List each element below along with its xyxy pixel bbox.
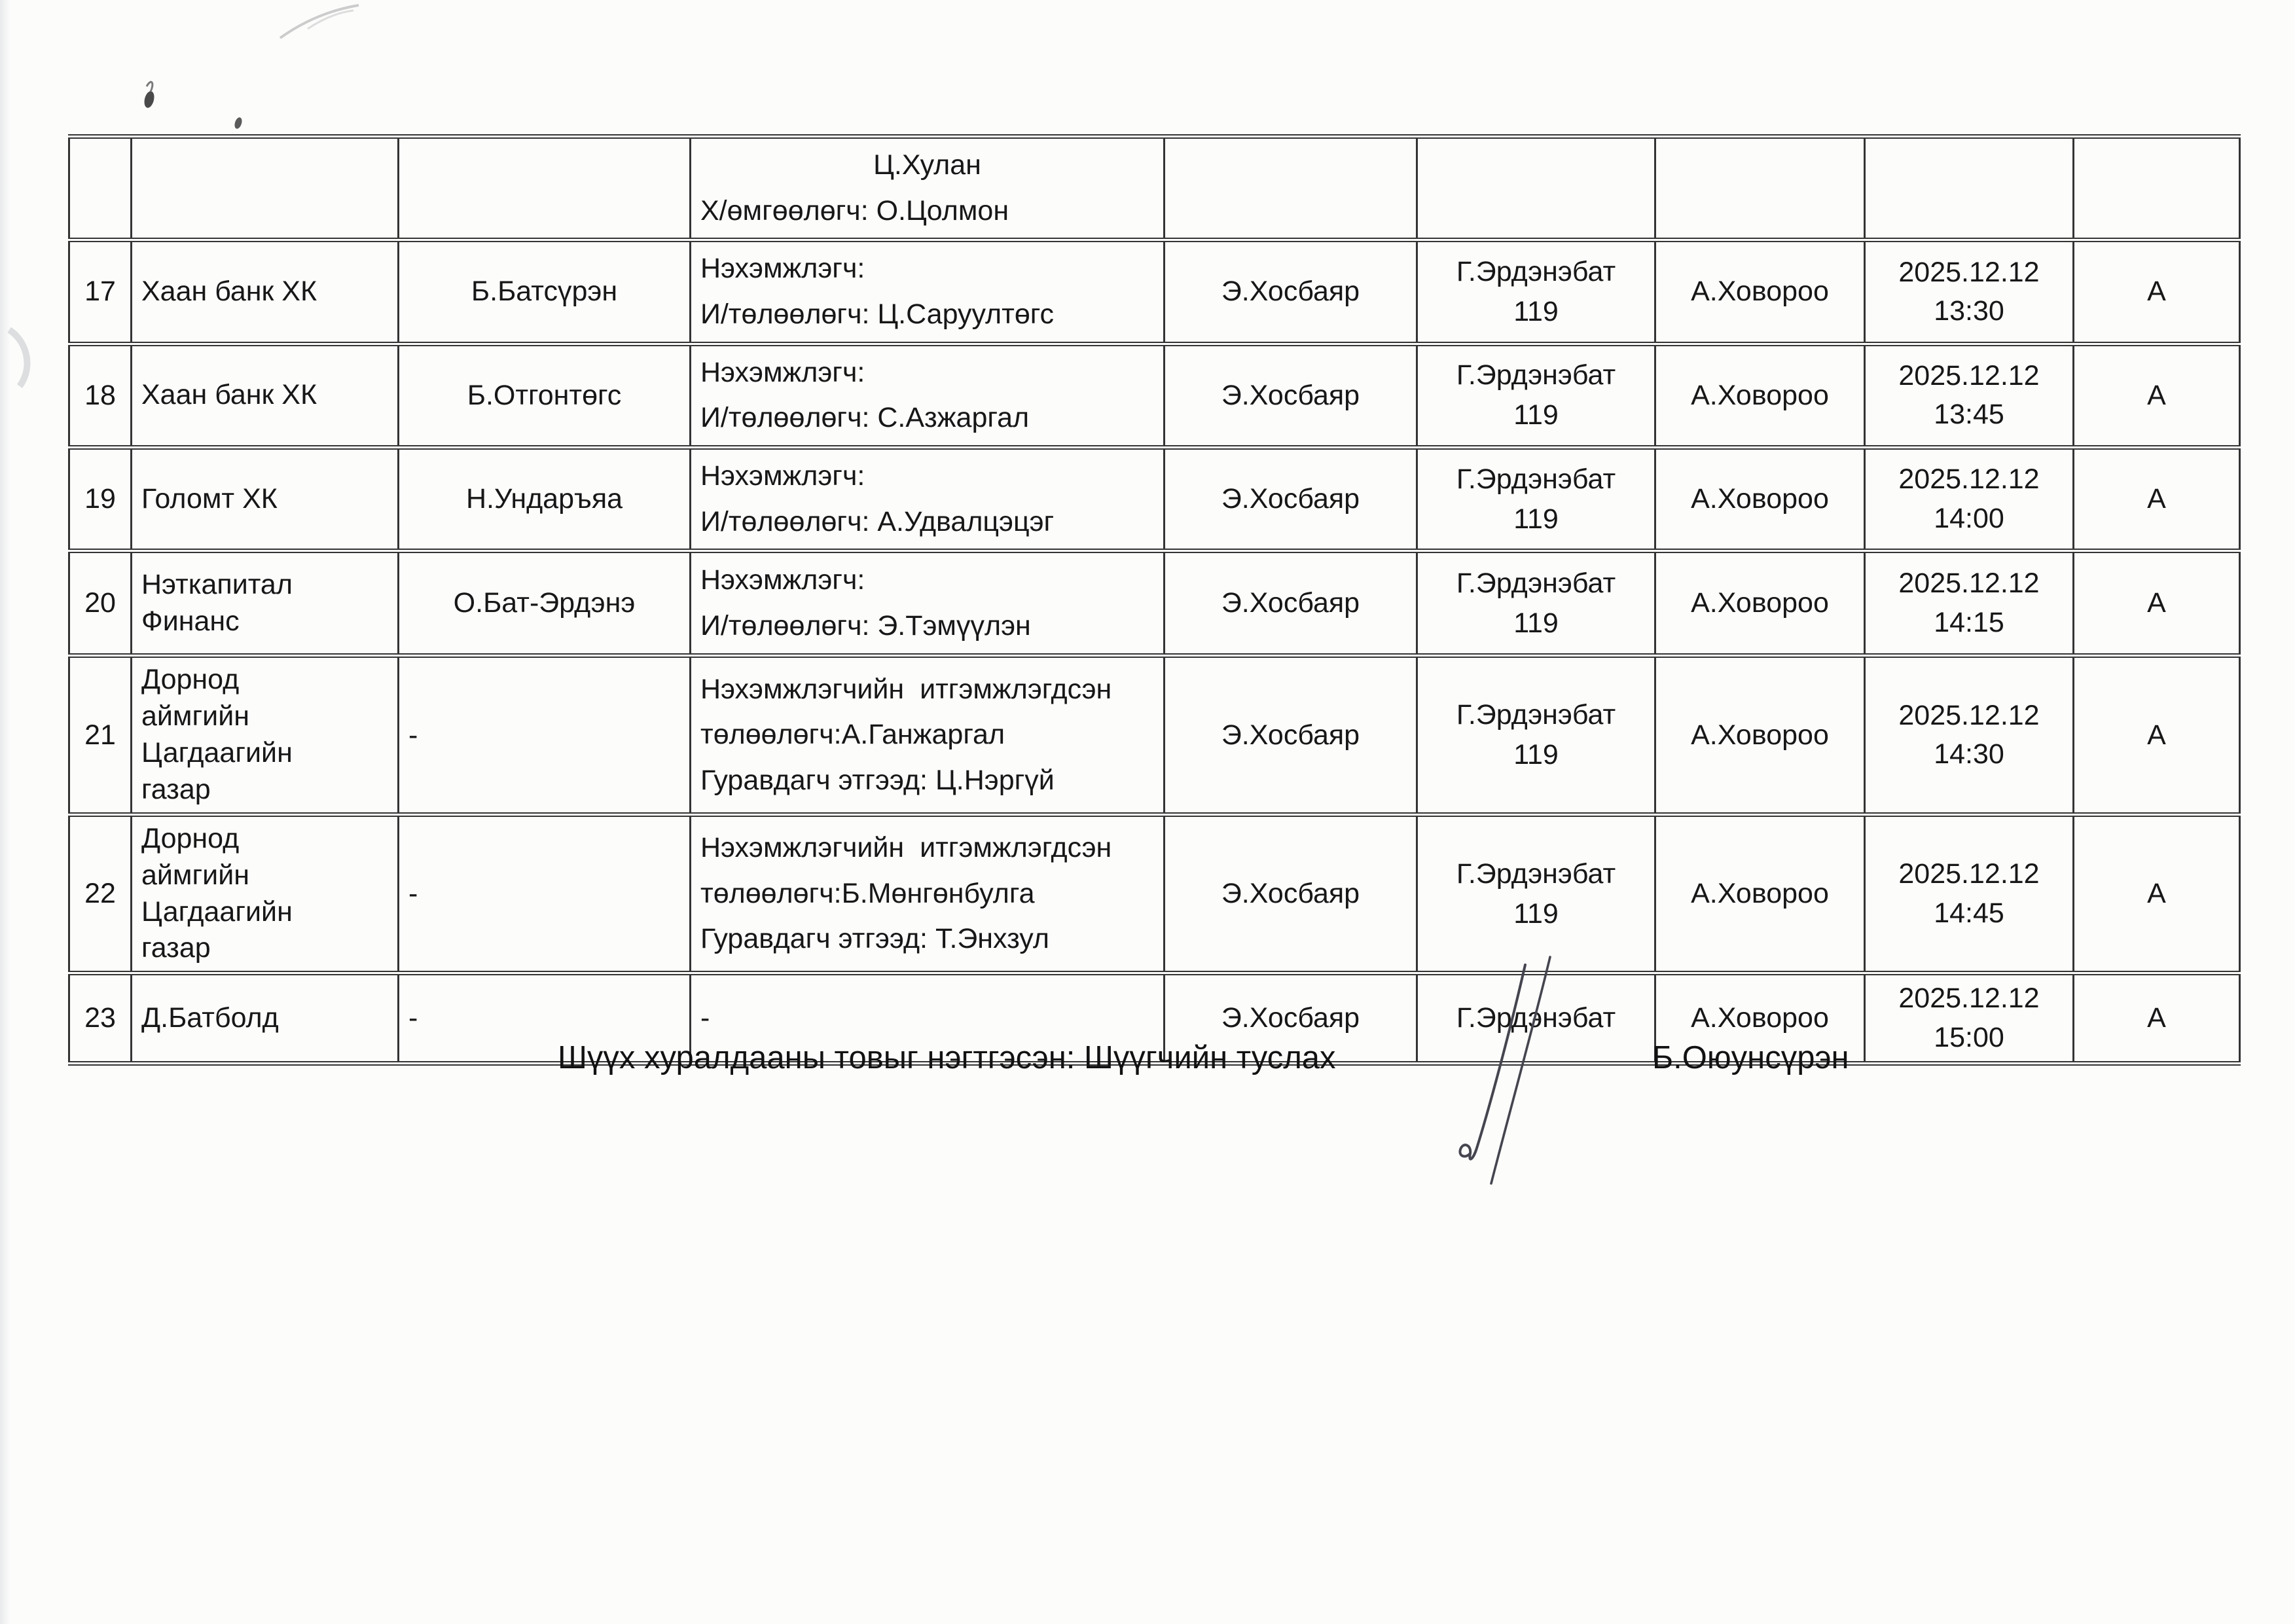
cell-line: 119 bbox=[1513, 399, 1559, 431]
table-row bbox=[69, 814, 2240, 973]
table-cell bbox=[691, 656, 1165, 815]
table-cell bbox=[1165, 344, 1417, 447]
table-cell bbox=[1865, 344, 2074, 447]
cell-line: Б.Отгонтөгс bbox=[467, 379, 622, 411]
table-cell bbox=[691, 551, 1165, 656]
cell-line: Нэхэмжлэгчийн итгэмжлэгдсэн bbox=[700, 832, 1112, 864]
cell-line: Г.Эрдэнэбат bbox=[1456, 567, 1616, 599]
table-cell bbox=[1417, 814, 1655, 973]
table-cell bbox=[1417, 656, 1655, 815]
cell-line: Э.Хосбаяр bbox=[1221, 719, 1360, 751]
cell-line: Нэхэмжлэгч: bbox=[700, 356, 865, 388]
cell-line: Н.Ундаръяа bbox=[465, 483, 623, 515]
table-cell bbox=[1865, 137, 2074, 240]
cell-line: 119 bbox=[1513, 739, 1559, 771]
cell-line: 14:30 bbox=[1934, 738, 2004, 770]
table-cell bbox=[691, 137, 1165, 240]
cell-line: 2025.12.12 bbox=[1898, 256, 2040, 288]
cell-line: газар bbox=[141, 773, 211, 805]
table-cell bbox=[1165, 447, 1417, 550]
table-cell bbox=[1165, 240, 1417, 344]
cell-line: А.Ховороо bbox=[1691, 379, 1829, 411]
cell-line: Г.Эрдэнэбат bbox=[1456, 857, 1616, 890]
cell-line: Дорнод bbox=[141, 664, 240, 696]
table-cell bbox=[1655, 240, 1865, 344]
cell-line: Цагдаагийн bbox=[141, 895, 293, 928]
cell-line: И/төлөөлөгч: С.Азжаргал bbox=[700, 402, 1030, 434]
hearing-schedule-table bbox=[68, 134, 2241, 1066]
table-cell bbox=[69, 814, 132, 973]
table-cell bbox=[132, 240, 399, 344]
cell-line: 119 bbox=[1513, 897, 1559, 929]
table-cell bbox=[1417, 447, 1655, 550]
cell-line: Хаан банк ХК bbox=[141, 379, 317, 411]
cell-line: Ц.Хулан bbox=[873, 149, 981, 181]
cell-line: Э.Хосбаяр bbox=[1221, 276, 1360, 308]
table-cell bbox=[1655, 137, 1865, 240]
cell-line: 14:00 bbox=[1934, 502, 2004, 534]
table-cell bbox=[691, 344, 1165, 447]
cell-line: А bbox=[2147, 587, 2166, 619]
cell-line: 119 bbox=[1513, 607, 1559, 639]
cell-line: 119 bbox=[1513, 503, 1559, 535]
cell-line: 18 bbox=[84, 379, 116, 411]
cell-line: Финанс bbox=[141, 605, 240, 637]
cell-line: - bbox=[700, 1001, 710, 1034]
cell-line: төлөөлөгч:А.Ганжаргал bbox=[700, 719, 1005, 751]
cell-line: - bbox=[408, 719, 418, 751]
cell-line: Гуравдагч этгээд: Ц.Нэргүй bbox=[700, 764, 1055, 796]
table-cell bbox=[1655, 344, 1865, 447]
table-cell bbox=[1655, 814, 1865, 973]
table-cell bbox=[1417, 240, 1655, 344]
table-cell bbox=[69, 240, 132, 344]
cell-line: Гуравдагч этгээд: Т.Энхзул bbox=[700, 923, 1049, 955]
cell-line: Хаан банк ХК bbox=[141, 276, 317, 308]
table-cell bbox=[1655, 656, 1865, 815]
cell-line: - bbox=[408, 878, 418, 910]
cell-line: аймгийн bbox=[141, 859, 249, 891]
cell-line: Г.Эрдэнэбат bbox=[1456, 1002, 1616, 1034]
scan-artifact bbox=[0, 301, 52, 419]
table-cell bbox=[2074, 973, 2240, 1064]
table-cell bbox=[2074, 447, 2240, 550]
table-cell bbox=[132, 656, 399, 815]
cell-line: А.Ховороо bbox=[1691, 719, 1829, 751]
cell-line: 13:45 bbox=[1934, 399, 2004, 431]
cell-line: Э.Хосбаяр bbox=[1221, 483, 1360, 515]
table-row bbox=[69, 137, 2240, 240]
table-cell bbox=[399, 551, 691, 656]
cell-line: төлөөлөгч:Б.Мөнгөнбулга bbox=[700, 877, 1035, 909]
cell-line: газар bbox=[141, 932, 211, 964]
table-cell bbox=[2074, 814, 2240, 973]
table-cell bbox=[69, 447, 132, 550]
table-row bbox=[69, 656, 2240, 815]
table-cell bbox=[1165, 137, 1417, 240]
table-cell bbox=[691, 814, 1165, 973]
cell-line: 2025.12.12 bbox=[1898, 359, 2040, 391]
cell-line: Э.Хосбаяр bbox=[1221, 878, 1360, 910]
cell-line: Нэхэмжлэгч: bbox=[700, 253, 865, 285]
table-cell bbox=[1165, 551, 1417, 656]
table-cell bbox=[399, 656, 691, 815]
cell-line: 19 bbox=[84, 483, 116, 515]
cell-line: 14:45 bbox=[1934, 897, 2004, 929]
cell-line: 2025.12.12 bbox=[1898, 983, 2040, 1015]
table-cell bbox=[1655, 447, 1865, 550]
cell-line: 2025.12.12 bbox=[1898, 568, 2040, 600]
cell-line: И/төлөөлөгч: Ц.Саруултөгс bbox=[700, 298, 1054, 330]
table-row bbox=[69, 240, 2240, 344]
cell-line: А.Ховороо bbox=[1691, 587, 1829, 619]
cell-line: Дорнод bbox=[141, 822, 240, 854]
cell-line: - bbox=[408, 1002, 418, 1034]
table-cell bbox=[1865, 656, 2074, 815]
table-cell bbox=[1417, 137, 1655, 240]
cell-line: 20 bbox=[84, 587, 116, 619]
cell-line: Нэхэмжлэгч: bbox=[700, 460, 865, 492]
cell-line: Г.Эрдэнэбат bbox=[1456, 463, 1616, 495]
table-cell bbox=[2074, 551, 2240, 656]
footer-caption: Шүүх хуралдааны товыг нэгтгэсэн: Шүүгчийн туслах bbox=[558, 1040, 1336, 1075]
cell-line: Б.Батсүрэн bbox=[471, 276, 618, 308]
cell-line: А.Ховороо bbox=[1691, 276, 1829, 308]
table-cell bbox=[2074, 137, 2240, 240]
cell-line: 15:00 bbox=[1934, 1021, 2004, 1053]
cell-line: А bbox=[2147, 483, 2166, 515]
cell-line: 2025.12.12 bbox=[1898, 699, 2040, 731]
table-cell bbox=[1165, 656, 1417, 815]
table-cell bbox=[132, 344, 399, 447]
table-row bbox=[69, 447, 2240, 550]
cell-line: Э.Хосбаяр bbox=[1221, 587, 1360, 619]
cell-line: И/төлөөлөгч: А.Удвалцэцэг bbox=[700, 505, 1055, 537]
table-row bbox=[69, 551, 2240, 656]
table-row bbox=[69, 344, 2240, 447]
table-cell bbox=[1417, 551, 1655, 656]
table-cell bbox=[132, 551, 399, 656]
table-cell bbox=[1865, 447, 2074, 550]
table-cell bbox=[1865, 814, 2074, 973]
table-cell bbox=[399, 344, 691, 447]
table-cell bbox=[1865, 240, 2074, 344]
table-cell bbox=[691, 447, 1165, 550]
table-cell bbox=[1655, 551, 1865, 656]
signer-name: Б.Оюунсүрэн bbox=[1652, 1040, 1849, 1075]
cell-line: А bbox=[2147, 878, 2166, 910]
cell-line: Нэхэмжлэгч: bbox=[700, 564, 865, 596]
cell-line: Г.Эрдэнэбат bbox=[1456, 255, 1616, 287]
table-cell bbox=[132, 973, 399, 1064]
table-cell bbox=[399, 240, 691, 344]
table-cell bbox=[69, 137, 132, 240]
table-cell bbox=[132, 814, 399, 973]
table-cell bbox=[2074, 344, 2240, 447]
table-cell bbox=[69, 344, 132, 447]
cell-line: Нэхэмжлэгчийн итгэмжлэгдсэн bbox=[700, 673, 1112, 705]
cell-line: Г.Эрдэнэбат bbox=[1456, 698, 1616, 731]
table-cell bbox=[1865, 551, 2074, 656]
cell-line: А.Ховороо bbox=[1691, 878, 1829, 910]
cell-line: А bbox=[2147, 1002, 2166, 1034]
table-cell bbox=[1165, 814, 1417, 973]
cell-line: 17 bbox=[84, 276, 116, 308]
table-cell bbox=[69, 973, 132, 1064]
cell-line: Э.Хосбаяр bbox=[1221, 1002, 1360, 1034]
cell-line: Голомт ХК bbox=[141, 482, 278, 514]
cell-line: Цагдаагийн bbox=[141, 737, 293, 769]
table-cell bbox=[132, 137, 399, 240]
cell-line: 2025.12.12 bbox=[1898, 858, 2040, 890]
cell-line: О.Бат-Эрдэнэ bbox=[453, 587, 636, 619]
table-cell bbox=[691, 240, 1165, 344]
cell-line: А bbox=[2147, 276, 2166, 308]
cell-line: А.Ховороо bbox=[1691, 1002, 1829, 1034]
cell-line: 13:30 bbox=[1934, 295, 2004, 327]
cell-line: 2025.12.12 bbox=[1898, 463, 2040, 496]
cell-line: 23 bbox=[84, 1002, 116, 1034]
table-cell bbox=[399, 447, 691, 550]
signature bbox=[1394, 950, 1597, 1206]
table-cell bbox=[1417, 344, 1655, 447]
cell-line: А bbox=[2147, 379, 2166, 411]
cell-line: Э.Хосбаяр bbox=[1221, 379, 1360, 411]
cell-line: А bbox=[2147, 719, 2166, 751]
cell-line: Г.Эрдэнэбат bbox=[1456, 359, 1616, 391]
table-cell bbox=[132, 447, 399, 550]
cell-line: 119 bbox=[1513, 295, 1559, 327]
table-cell bbox=[1865, 973, 2074, 1064]
cell-line: А.Ховороо bbox=[1691, 483, 1829, 515]
table-cell bbox=[399, 137, 691, 240]
cell-line: аймгийн bbox=[141, 700, 249, 732]
table-cell bbox=[69, 551, 132, 656]
cell-line: Д.Батболд bbox=[141, 1001, 279, 1034]
cell-line: Нэткапитал bbox=[141, 568, 293, 600]
cell-line: 21 bbox=[84, 719, 116, 751]
cell-line: 22 bbox=[84, 878, 116, 910]
cell-line: 14:15 bbox=[1934, 606, 2004, 638]
table-cell bbox=[399, 814, 691, 973]
table-cell bbox=[69, 656, 132, 815]
table-cell bbox=[2074, 656, 2240, 815]
cell-line: Х/өмгөөлөгч: О.Цолмон bbox=[700, 194, 1009, 226]
table-cell bbox=[2074, 240, 2240, 344]
cell-line: И/төлөөлөгч: Э.Тэмүүлэн bbox=[700, 609, 1031, 641]
